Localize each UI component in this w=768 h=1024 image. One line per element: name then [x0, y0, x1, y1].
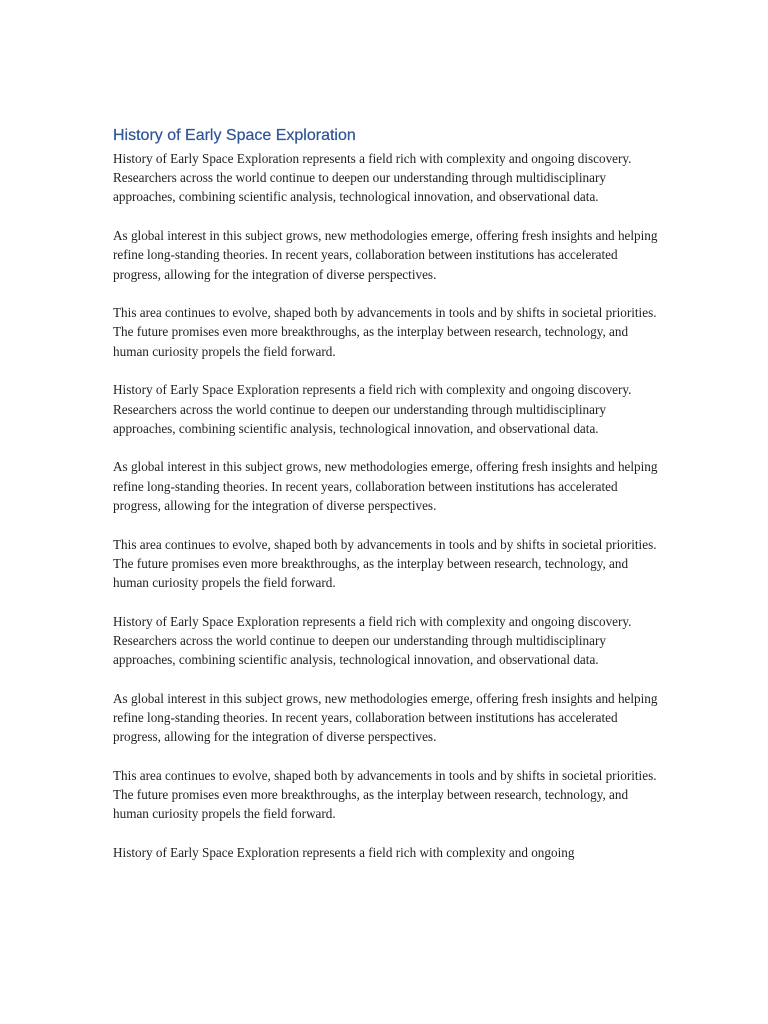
paragraph: As global interest in this subject grows, new methodologies emerge, offering fresh insights and helping refine long-standing theories. In recent years, collaboration between institutions has accelerated progress, allowing for the integration of diverse perspectives.: [113, 228, 658, 282]
paragraph: This area continues to evolve, shaped both by advancements in tools and by shifts in societal priorities. The future promises even more breakthroughs, as the interplay between research, technology, and human curiosity propels the field forward.: [113, 536, 657, 590]
paragraph-truncated: History of Early Space Exploration represents a field rich with complexity and ongoing: [113, 844, 575, 860]
document-title: History of Early Space Exploration: [113, 127, 356, 144]
paragraph: As global interest in this subject grows, new methodologies emerge, offering fresh insights and helping refine long-standing theories. In recent years, collaboration between institutions has accelerated progress, allowing for the integration of diverse perspectives.: [113, 459, 658, 513]
paragraph: As global interest in this subject grows, new methodologies emerge, offering fresh insights and helping refine long-standing theories. In recent years, collaboration between institutions has accelerated progress, allowing for the integration of diverse perspectives.: [113, 690, 658, 745]
document-body: [113, 125, 658, 882]
paragraph: This area continues to evolve, shaped both by advancements in tools and by shifts in societal priorities. The future promises even more breakthroughs, as the interplay between research, technology, and human curiosity propels the field forward.: [113, 767, 657, 822]
paragraph: History of Early Space Exploration represents a field rich with complexity and ongoing discovery. Researchers across the world continue to deepen our understanding through multidisciplinary approaches, combining scientific analysis, technological innovation, and observational data.: [113, 613, 632, 668]
paragraph: History of Early Space Exploration represents a field rich with complexity and ongoing discovery. Researchers across the world continue to deepen our understanding through multidisciplinary approaches, combining scientific analysis, technological innovation, and observational data.: [113, 151, 632, 205]
paragraph: This area continues to evolve, shaped both by advancements in tools and by shifts in societal priorities. The future promises even more breakthroughs, as the interplay between research, technology, and human curiosity propels the field forward.: [113, 305, 657, 359]
paragraph: History of Early Space Exploration represents a field rich with complexity and ongoing discovery. Researchers across the world continue to deepen our understanding through multidisciplinary approaches, combining scientific analysis, technological innovation, and observational data.: [113, 382, 632, 436]
